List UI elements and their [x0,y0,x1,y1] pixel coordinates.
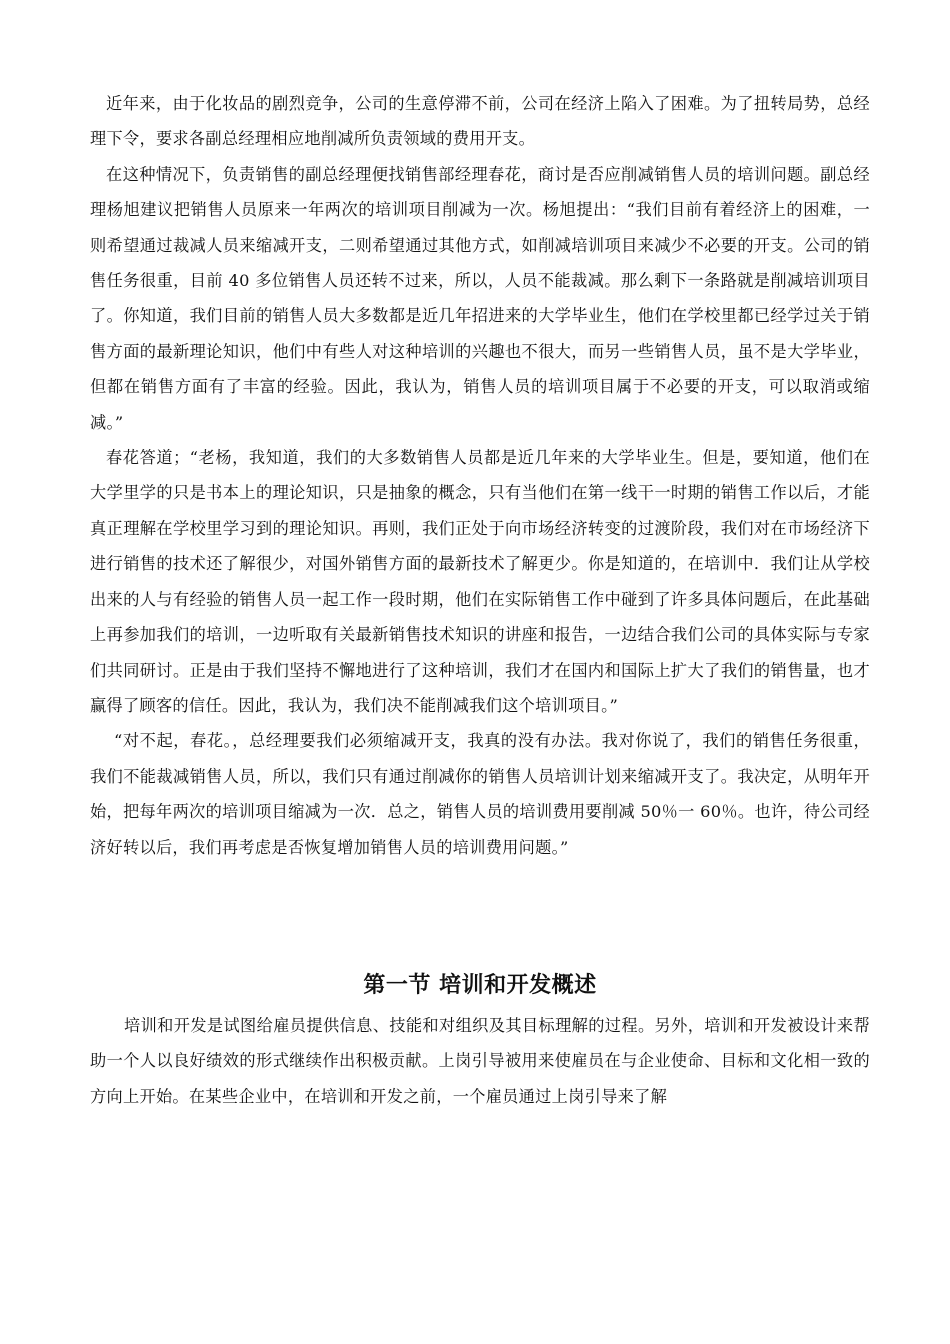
document-page [90,86,870,1114]
section-heading: 第一节 培训和开发概述 [363,972,597,998]
case-paragraph-1: 近年来，由于化妆品的剧烈竞争，公司的生意停滞不前，公司在经济上陷入了困难。为了扭转局势，总经理下令，要求各副总经理相应地削减所负责领域的费用开支。 [90,94,870,149]
case-paragraph-2: 在这种情况下，负责销售的副总经理便找销售部经理春花，商讨是否应削减销售人员的培训问题。副总经理杨旭建议把销售人员原来一年两次的培训项目削减为一次。杨旭提出：“我们目前有着经济上的困难，一则希望通过裁减人员来缩减开支，二则希望通过其他方式，如削减培训项目来减少不必要的开支。公司的销售任务很重，目前 40 多位销售人员还转不过来，所以，人员不能裁减。那么剩下一条路就是削减培训项目了。你知道，我们目前的销售人员大多数都是近几年招进来的大学毕业生，他们在学校里都已经学过关于销售方面的最新理论知识，他们中有些人对这种培训的兴趣也不很大，而另一些销售人员，虽不是大学毕业，但都在销售方面有了丰富的经验。因此，我认为，销售人员的培训项目属于不必要的开支，可以取消或缩减。” [90,164,870,432]
case-paragraph-4: “对不起，春花。，总经理要我们必须缩减开支，我真的没有办法。我对你说了，我们的销售任务很重，我们不能裁减销售人员，所以，我们只有通过削减你的销售人员培训计划来缩减开支了。我决定，从明年开始，把每年两次的培训项目缩减为一次．总之，销售人员的培训费用要削减 50％一 60％。也许，待公司经济好转以后，我们再考虑是否恢复增加销售人员的培训费用问题。” [90,731,870,857]
case-paragraph-3: 春花答道；“老杨，我知道，我们的大多数销售人员都是近几年来的大学毕业生。但是，要知道，他们在大学里学的只是书本上的理论知识，只是抽象的概念，只有当他们在第一线干一时期的销售工作以后，才能真正理解在学校里学习到的理论知识。再则，我们正处于向市场经济转变的过渡阶段，我们对在市场经济下进行销售的技术还了解很少，对国外销售方面的最新技术了解更少。你是知道的，在培训中．我们让从学校出来的人与有经验的销售人员一起工作一段时期，他们在实际销售工作中碰到了许多具体问题后，在此基础上再参加我们的培训，一边听取有关最新销售技术知识的讲座和报告，一边结合我们公司的具体实际与专家们共同研讨。正是由于我们坚持不懈地进行了这种培训，我们才在国内和国际上扩大了我们的销售量，也才赢得了顾客的信任。因此，我认为，我们决不能削减我们这个培训项目。” [90,448,870,715]
section-intro-paragraph: 培训和开发是试图给雇员提供信息、技能和对组织及其目标理解的过程。另外，培训和开发被设计来帮助一个人以良好绩效的形式继续作出积极贡献。上岗引导被用来使雇员在与企业使命、目标和文化相一致的方向上开始。在某些企业中，在培训和开发之前，一个雇员通过上岗引导来了解 [90,1015,870,1106]
